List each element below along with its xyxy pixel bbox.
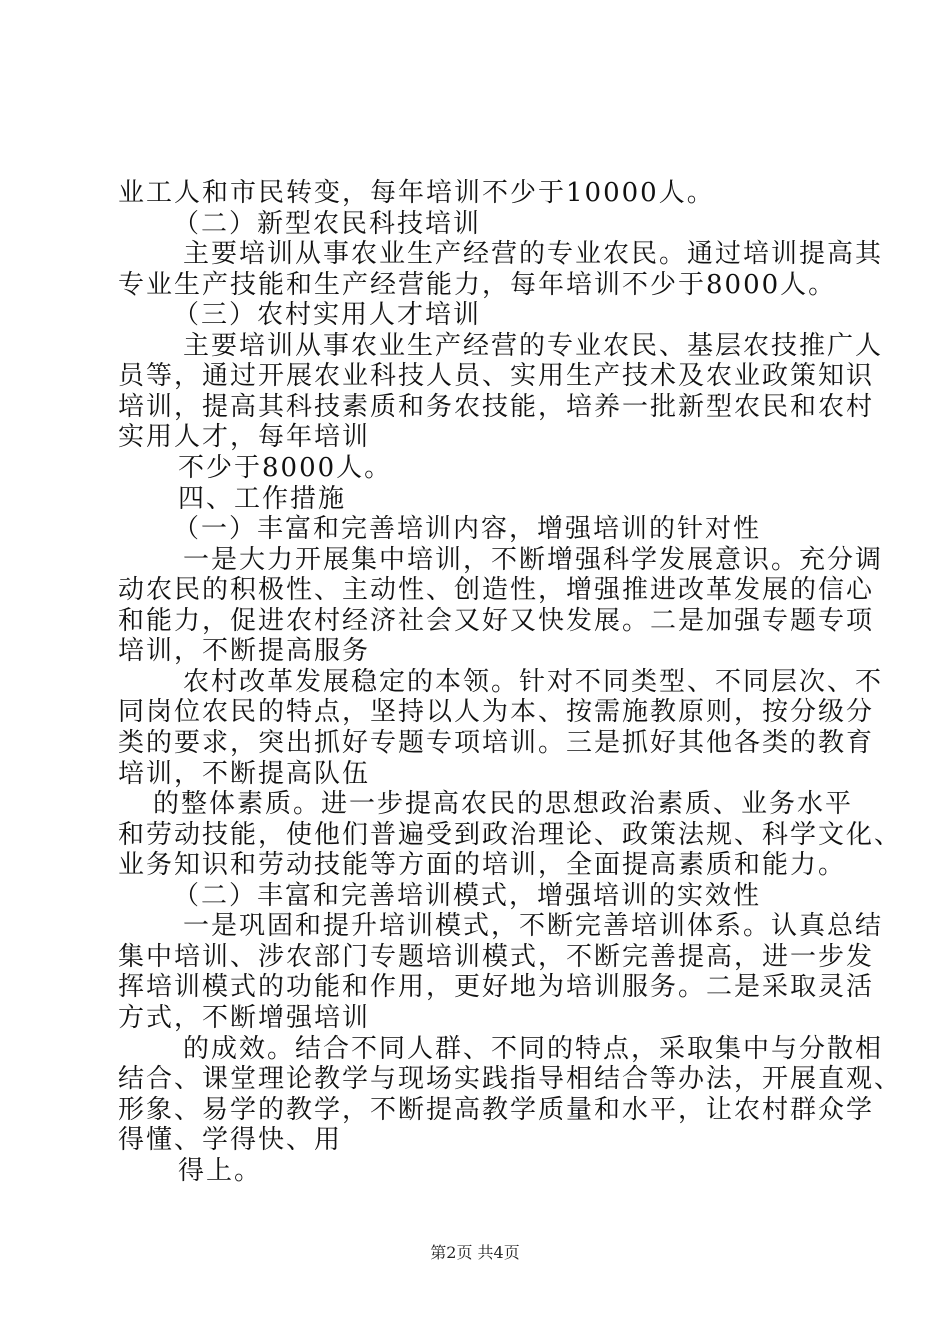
text-line: 一是大力开展集中培训，不断增强科学发展意识。充分调 xyxy=(183,545,884,575)
text-line: 主要培训从事农业生产经营的专业农民。通过培训提高其 xyxy=(183,239,884,269)
section-heading: （三）农村实用人才培训 xyxy=(173,300,482,330)
text-line: 业务知识和劳动技能等方面的培训，全面提高素质和能力。 xyxy=(118,850,847,880)
text-line: 得上。 xyxy=(178,1156,263,1186)
text-line: 业工人和市民转变，每年培训不少于10000人。 xyxy=(118,178,715,208)
text-line: 和劳动技能，使他们普遍受到政治理论、政策法规、科学文化、 xyxy=(118,820,903,850)
section-heading: （一）丰富和完善培训内容，增强培训的针对性 xyxy=(173,514,762,544)
section-heading: 四、工作措施 xyxy=(178,484,347,514)
page-number-footer: 第2页 共4页 xyxy=(430,1243,520,1262)
text-line: 培训，不断提高服务 xyxy=(118,636,371,666)
text-line: 方式，不断增强培训 xyxy=(118,1003,371,1033)
text-line: 的整体素质。进一步提高农民的思想政治素质、业务水平 xyxy=(153,789,854,819)
text-line: 农村改革发展稳定的本领。针对不同类型、不同层次、不 xyxy=(183,667,884,697)
section-heading: （二）丰富和完善培训模式，增强培训的实效性 xyxy=(173,881,762,911)
text-line: 员等，通过开展农业科技人员、实用生产技术及农业政策知识 xyxy=(118,361,875,391)
text-line: 得懂、学得快、用 xyxy=(118,1125,343,1155)
text-line: 动农民的积极性、主动性、创造性，增强推进改革发展的信心 xyxy=(118,575,875,605)
text-line: 培训，不断提高队伍 xyxy=(118,759,371,789)
text-line: 同岗位农民的特点，坚持以人为本、按需施教原则，按分级分 xyxy=(118,697,875,727)
text-line: 一是巩固和提升培训模式，不断完善培训体系。认真总结 xyxy=(183,911,884,941)
text-line: 结合、课堂理论教学与现场实践指导相结合等办法，开展直观、 xyxy=(118,1064,903,1094)
text-line: 形象、易学的教学，不断提高教学质量和水平，让农村群众学 xyxy=(118,1095,875,1125)
text-line: 类的要求，突出抓好专题专项培训。三是抓好其他各类的教育 xyxy=(118,728,875,758)
text-line: 培训，提高其科技素质和务农技能，培养一批新型农民和农村 xyxy=(118,392,875,422)
text-line: 挥培训模式的功能和作用，更好地为培训服务。二是采取灵活 xyxy=(118,972,875,1002)
text-line: 主要培训从事农业生产经营的专业农民、基层农技推广人 xyxy=(183,331,884,361)
text-line: 的成效。结合不同人群、不同的特点，采取集中与分散相 xyxy=(183,1034,884,1064)
text-line: 集中培训、涉农部门专题培训模式，不断完善提高，进一步发 xyxy=(118,942,875,972)
text-line: 不少于8000人。 xyxy=(178,453,393,483)
text-line: 专业生产技能和生产经营能力，每年培训不少于8000人。 xyxy=(118,270,837,300)
text-line: 和能力，促进农村经济社会又好又快发展。二是加强专题专项 xyxy=(118,606,875,636)
text-line: 实用人才，每年培训 xyxy=(118,422,371,452)
section-heading: （二）新型农民科技培训 xyxy=(173,209,482,239)
